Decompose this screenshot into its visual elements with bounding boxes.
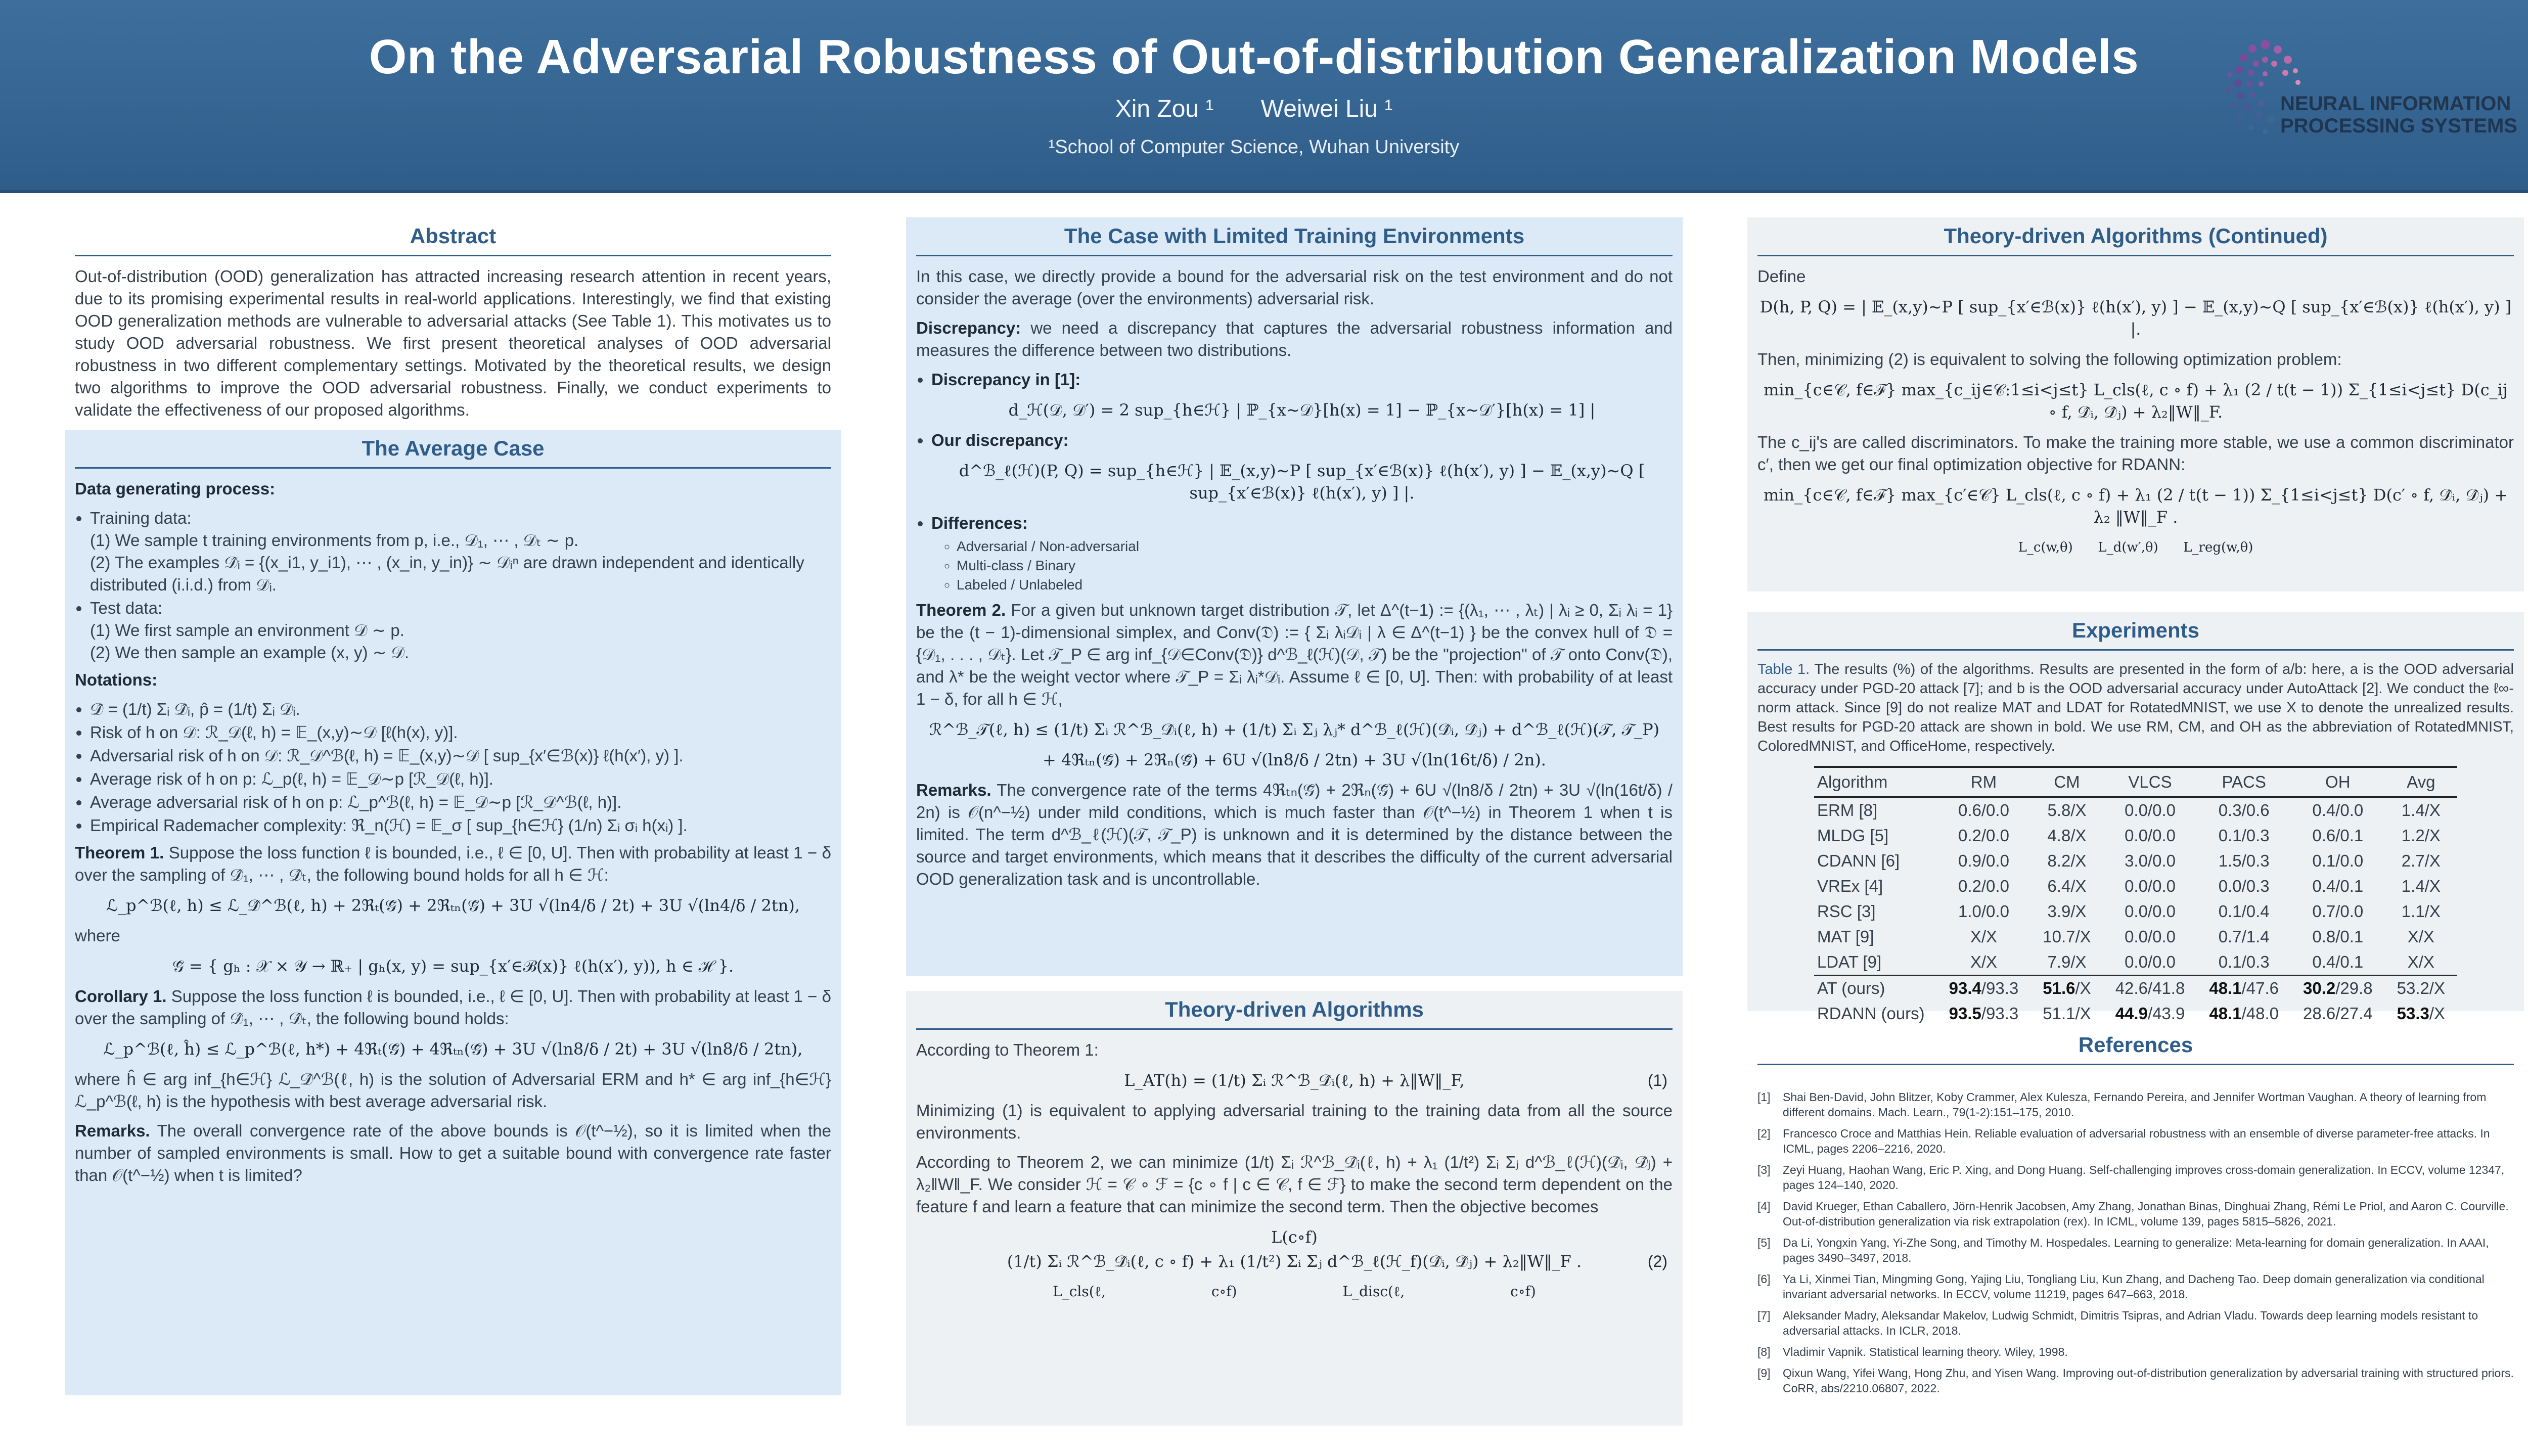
reference-item	[1757, 1344, 2514, 1359]
table-header-row	[1814, 767, 2457, 797]
list-item: • Average risk of h on p: ℒ_p(ℓ, h) = 𝔼_𝒟∼p [ℛ_𝒟(ℓ, h)].	[90, 768, 831, 790]
reference-item	[1757, 1308, 2514, 1338]
list-item: • Adversarial risk of h on 𝒟: ℛ_𝒟^ℬ(ℓ, h) = 𝔼_(x,y)∼𝒟 [ sup_{x′∈ℬ(x)} ℓ(h(x′), y) ].	[90, 745, 831, 767]
affiliation: ¹School of Computer Science, Wuhan University	[1048, 136, 1460, 158]
reference-number: [8]	[1757, 1345, 1771, 1358]
result-cell: 0.9/0.0	[1958, 851, 2009, 870]
result-cell: 0.1/0.0	[2312, 851, 2364, 870]
list-item: • Average adversarial risk of h on p: ℒ_p^ℬ(ℓ, h) = 𝔼_𝒟∼p [ℛ_𝒟^ℬ(ℓ, h)].	[90, 791, 831, 813]
list-item: • Risk of h on 𝒟: ℛ_𝒟(ℓ, h) = 𝔼_(x,y)∼𝒟 [ℓ(h(x), y)].	[90, 721, 831, 744]
list-item: • 𝒟̂ = (1/t) Σᵢ 𝒟̂ᵢ, p̂ = (1/t) Σᵢ 𝒟ᵢ.	[90, 698, 831, 720]
reference-text: Qixun Wang, Yifei Wang, Hong Zhu, and Yisen Wang. Improving out-of-distribution generalization by adversarial training with structured priors. CoRR, abs/2210.06807, 2022.	[1783, 1367, 2514, 1395]
theorem-2-equation-2: + 4ℜₜₙ(𝒢̃) + 2ℜₙ(𝒢̃) + 6U √(ln8/δ / 2tn) + 3U √(ln(16t/δ) / 2n).	[1043, 750, 1546, 769]
list-item: ◦ Adversarial / Non-adversarial	[957, 537, 1673, 556]
corollary-1-after: where ĥ ∈ arg inf_{h∈ℋ} ℒ_𝒟̂^ℬ(ℓ, h) is the solution of Adversarial ERM and h* ∈ arg inf_{h∈ℋ} ℒ_p^ℬ(ℓ, h) is the hypothesis with best average adversarial risk.	[75, 1070, 831, 1111]
result-cell: 0.1/0.3	[2218, 952, 2270, 971]
reference-item	[1757, 1366, 2514, 1396]
result-cell: 0.1/0.4	[2218, 902, 2270, 921]
table-row	[1814, 975, 2457, 1001]
result-cell: 1.2/X	[2401, 826, 2441, 845]
theorem-1: Theorem 1. Suppose the loss function ℓ is bounded, i.e., ℓ ∈ [0, U]. Then with probability at least 1 − δ over the sampling of 𝒟̂₁, ⋯ , 𝒟̂ₜ, the following bound holds for all h ∈ ℋ:	[75, 843, 832, 884]
result-cell: 0.7/0.0	[2312, 902, 2364, 921]
g-class-equation: 𝒢̃ = { gₕ : 𝒳 × 𝒴 → ℝ₊ | gₕ(x, y) = sup_{x′∈ℬ(x)} ℓ(h(x′), y)), h ∈ ℋ }.	[172, 957, 734, 976]
list-item: ◦ Multi-class / Binary	[957, 557, 1673, 575]
remarks: Remarks. The overall convergence rate of the above bounds is 𝒪(t^−½), so it is limited when the number of sampled environments is small. How to get a suitable bound with convergence rate faster than 𝒪(t^−½) when t is limited?	[75, 1121, 831, 1185]
algorithm-cell: RSC [3]	[1817, 902, 1876, 921]
section-title: The Average Case	[75, 430, 831, 469]
data-process-heading: Data generating process:	[75, 479, 276, 498]
discriminator-text: The c_ij's are called discriminators. To make the training more stable, we use a common discriminator c′, then we get our final optimization objective for RDANN:	[1757, 433, 2514, 474]
theorem-2-equation-1: ℛ^ℬ_𝒯(ℓ, h) ≤ (1/t) Σᵢ ℛ^ℬ_𝒟̂ᵢ(ℓ, h) + (1/t) Σᵢ Σⱼ λⱼ* d^ℬ_ℓ(ℋ)(𝒟̂ᵢ, 𝒟̂ⱼ) + d^ℬ_ℓ(ℋ)(𝒯, 𝒯_P)	[929, 720, 1660, 739]
result-cell: 0.0/0.3	[2218, 877, 2270, 895]
reference-number: [1]	[1757, 1090, 1771, 1104]
d-function-equation: D(h, P, Q) = | 𝔼_(x,y)∼P [ sup_{x′∈ℬ(x)} ℓ(h(x′), y) ] − 𝔼_(x,y)∼Q [ sup_{x′∈ℬ(x)} ℓ(h(x′), y) ] |.	[1759, 297, 2512, 339]
result-cell: 51.1/X	[2030, 1001, 2103, 1027]
result-cell: X/X	[1970, 927, 1998, 946]
result-cell: 48.1/48.0	[2197, 1001, 2291, 1027]
reference-number: [6]	[1757, 1272, 1771, 1286]
list-item: • Our discrepancy: d^ℬ_ℓ(ℋ)(P, Q) = sup_{h∈ℋ} | 𝔼_(x,y)∼P [ sup_{x′∈ℬ(x)} ℓ(h(x′), y) ] − 𝔼_(x,y)∼Q [ sup_{x′∈ℬ(x)} ℓ(h(x′), y) ] |.	[931, 429, 1673, 504]
references-section	[1747, 1026, 2524, 1431]
table-row	[1814, 924, 2457, 949]
result-cell: 2.7/X	[2401, 851, 2441, 870]
notations-heading: Notations:	[75, 670, 158, 689]
list-item: • Empirical Rademacher complexity: ℜ_n(ℋ) = 𝔼_σ [ sup_{h∈ℋ} (1/n) Σᵢ σᵢ h(xᵢ) ].	[90, 814, 831, 837]
table-body	[1814, 797, 2457, 1028]
table-row	[1814, 1001, 2457, 1027]
reference-item	[1757, 1235, 2514, 1265]
column-header: Avg	[2385, 767, 2457, 797]
optimization-equation: min_{c∈𝒞, f∈ℱ} max_{c_ij∈𝒞:1≤i<j≤t} L_cls(ℓ, c ∘ f) + λ₁ (2 / t(t − 1)) Σ_{1≤i<j≤t} D(c_ij ∘ f, 𝒟̂ᵢ, 𝒟̂ⱼ) + λ₂‖W‖_F.	[1764, 380, 2508, 422]
theorem-1-equation: ℒ_p^ℬ(ℓ, h) ≤ ℒ_𝒟̂^ℬ(ℓ, h) + 2ℜₜ(𝒢̃) + 2ℜₜₙ(𝒢̃) + 3U √(ln4/δ / 2t) + 3U √(ln4/δ / 2tn),	[106, 896, 800, 915]
result-cell: 4.8/X	[2047, 826, 2087, 845]
poster-title: On the Adversarial Robustness of Out-of-distribution Generalization Models	[369, 30, 2139, 84]
table-caption: Table 1. The results (%) of the algorithms. Results are presented in the form of a/b: here, a is the OOD adversarial accuracy under PGD-20 attack [7]; and b is the OOD adversarial accuracy under AutoAttack [2]. We conduct the ℓ∞-norm attack. Since [9] do not realize MAT and LDAT for RotatedMNIST, we use X to denote the unrealized results. Best results for PGD-20 attack are shown in bold. We use RM, CM, and OH as the abbreviation of RotatedMNIST, ColoredMNIST, and OfficeHome, respectively.	[1757, 661, 2514, 754]
rdann-objective-equation: min_{c∈𝒞, f∈ℱ} max_{c′∈𝒞} L_cls(ℓ, c ∘ f) + λ₁ (2 / t(t − 1)) Σ_{1≤i<j≤t} D(c′ ∘ f, 𝒟̂ᵢ, 𝒟̂ⱼ) + λ₂ ‖W‖_F .	[1763, 485, 2508, 527]
section-title: References	[1757, 1026, 2514, 1065]
result-cell: X/X	[2407, 952, 2434, 971]
reference-number: [9]	[1757, 1367, 1771, 1380]
column-header: PACS	[2197, 767, 2291, 797]
result-cell: 1.4/X	[2401, 801, 2441, 820]
section-title: Theory-driven Algorithms	[916, 991, 1673, 1030]
average-case-section	[65, 430, 841, 1395]
reference-item	[1757, 1162, 2514, 1193]
equation-2-overbrace: L(c∘f)	[1271, 1227, 1318, 1247]
discrepancy-list	[916, 369, 1673, 594]
result-cell: 48.1/47.6	[2197, 975, 2291, 1001]
result-cell: 3.9/X	[2047, 902, 2087, 921]
reference-text: Francesco Croce and Matthias Hein. Reliable evaluation of adversarial robustness with an ensemble of diverse parameter-free attacks. In ICML, pages 2206–2216, 2020.	[1783, 1127, 2490, 1155]
limited-environments-section	[906, 217, 1683, 976]
result-cell: 1.0/0.0	[1958, 902, 2009, 921]
result-cell: 1.1/X	[2401, 902, 2441, 921]
logo-text: NEURAL INFORMATION PROCESSING SYSTEMS	[2280, 93, 2517, 137]
column-header: VLCS	[2103, 767, 2197, 797]
list-item: • Test data: (1) We first sample an environment 𝒟 ∼ p. (2) We then sample an example (x, y) ∼ 𝒟.	[90, 597, 831, 664]
corollary-1-equation: ℒ_p^ℬ(ℓ, ĥ) ≤ ℒ_p^ℬ(ℓ, h*) + 4ℜₜ(𝒢̃) + 4ℜₜₙ(𝒢̃) + 3U √(ln8/δ / 2t) + 3U √(ln8/δ / 2tn),	[103, 1039, 803, 1059]
reference-number: [7]	[1757, 1309, 1771, 1322]
result-cell: 7.9/X	[2047, 952, 2087, 971]
algorithms-section	[906, 991, 1683, 1426]
reference-item	[1757, 1126, 2514, 1156]
list-item: • Differences: ◦ Adversarial / Non-adversarial ◦ Multi-class / Binary ◦ Labeled / Unlabeled	[931, 512, 1673, 594]
data-process-list	[75, 507, 831, 664]
author-list	[0, 95, 2508, 123]
section-title: Theory-driven Algorithms (Continued)	[1757, 217, 2514, 256]
result-cell: 0.0/0.0	[2125, 877, 2176, 895]
algorithm-cell: RDANN (ours)	[1814, 1001, 1937, 1027]
result-cell: 3.0/0.0	[2125, 851, 2176, 870]
table-row	[1814, 823, 2457, 848]
algorithm-cell: VREx [4]	[1817, 877, 1883, 895]
result-cell: 0.0/0.0	[2125, 801, 2176, 820]
intro-text: In this case, we directly provide a bound for the adversarial risk on the test environment and do not consider the average (over the environments) adversarial risk.	[916, 267, 1673, 308]
algorithm-cell: ERM [8]	[1817, 801, 1878, 820]
where-text: where	[75, 926, 120, 945]
algo-text-2: Minimizing (1) is equivalent to applying adversarial training to the training data from all the source environments.	[916, 1101, 1673, 1142]
result-cell: 53.3/X	[2385, 1001, 2457, 1027]
differences-list	[931, 537, 1673, 594]
theorem-2: Theorem 2. For a given but unknown target distribution 𝒯, let Δ^(t−1) := {(λ₁, ⋯ , λₜ) | λᵢ ≥ 0, Σᵢ λᵢ = 1} be the (t − 1)-dimensional simplex, and Conv(𝔇) := { Σᵢ λᵢ𝒟ᵢ | λ ∈ Δ^(t−1) } be the convex hull of 𝔇 = {𝒟₁, . . . , 𝒟ₜ}. Let 𝒯_P ∈ arg inf_{𝒟∈Conv(𝔇)} d^ℬ_ℓ(ℋ)(𝒟, 𝒯) be the "projection" of 𝒯 onto Conv(𝔇), and λ* be the weight vector where 𝒯_P = Σᵢ λᵢ*𝒟ᵢ. Assume ℓ ∈ [0, U]. Then: with probability of at least 1 − δ, for all h ∈ ℋ,	[916, 601, 1673, 708]
section-title: Experiments	[1757, 612, 2514, 651]
equation-number: (2)	[1647, 1252, 1667, 1270]
abstract-text: Out-of-distribution (OOD) generalization has attracted increasing research attention in recent years, due to its promising experimental results in real-world applications. Interestingly, we find that existing OOD generalization methods are vulnerable to adversarial attacks (See Table 1). This motivates us to study OOD adversarial robustness. We first present theoretical analyses of OOD adversarial robustness in two different complementary settings. Motivated by the theoretical results, we design two algorithms to improve the OOD adversarial robustness. Finally, we conduct experiments to validate the effectiveness of our proposed algorithms.	[75, 267, 831, 419]
equation-number: (1)	[1647, 1071, 1667, 1089]
result-cell: 0.1/0.3	[2218, 826, 2270, 845]
result-cell: 0.0/0.0	[2125, 927, 2176, 946]
reference-text: Vladimir Vapnik. Statistical learning theory. Wiley, 1998.	[1783, 1345, 2068, 1358]
list-item: ◦ Labeled / Unlabeled	[957, 576, 1673, 594]
result-cell: 0.3/0.6	[2218, 801, 2270, 820]
result-cell: 1.4/X	[2401, 877, 2441, 895]
equation-2-underbraces: L_cls(ℓ, c∘f) L_disc(ℓ, c∘f)	[1053, 1283, 1536, 1300]
experiments-section	[1747, 612, 2524, 1023]
reference-text: Da Li, Yongxin Yang, Yi-Zhe Song, and Timothy M. Hospedales. Learning to generalize: Meta-learning for domain generalization. In AAAI, pages 3490–3497, 2018.	[1783, 1236, 2489, 1264]
section-title: The Case with Limited Training Environments	[916, 217, 1673, 256]
objective-underbraces: L_c(w,θ) L_d(w′,θ) L_reg(w,θ)	[2018, 540, 2253, 555]
table-row	[1814, 899, 2457, 924]
result-cell: 6.4/X	[2047, 877, 2087, 895]
table-row	[1814, 797, 2457, 824]
section-title: Abstract	[75, 217, 831, 256]
result-cell: 0.7/1.4	[2218, 927, 2270, 946]
result-cell: 0.2/0.0	[1958, 826, 2009, 845]
abstract-section	[65, 217, 841, 420]
author-name: Xin Zou ¹	[1115, 96, 1214, 122]
our-discrepancy-equation: d^ℬ_ℓ(ℋ)(P, Q) = sup_{h∈ℋ} | 𝔼_(x,y)∼P [ sup_{x′∈ℬ(x)} ℓ(h(x′), y) ] − 𝔼_(x,y)∼Q [ sup_{x′∈ℬ(x)} ℓ(h(x′), y) ] |.	[959, 461, 1645, 503]
table-row	[1814, 848, 2457, 874]
result-cell: 0.0/0.0	[2125, 902, 2176, 921]
result-cell: 0.6/0.0	[1958, 801, 2009, 820]
result-cell: 0.4/0.1	[2312, 952, 2364, 971]
neurips-logo	[2215, 24, 2528, 161]
result-cell: 0.0/0.0	[2125, 952, 2176, 971]
remarks: Remarks. The convergence rate of the terms 4ℜₜₙ(𝒢̃) + 2ℜₙ(𝒢̃) + 6U √(ln8/δ / 2tn) + 3U √(ln(16t/δ) / 2n) is 𝒪(n^−½) under mild conditions, which is much faster than 𝒪(t^−½) in Theorem 1 when t is limited. The term d^ℬ_ℓ(ℋ)(𝒯, 𝒯_P) is unknown and it is determined by the distance between the source and target environments, which means that it describes the difficulty of the current adversarial OOD generalization task and is uncontrollable.	[916, 781, 1673, 888]
table-row	[1814, 874, 2457, 899]
column-header: CM	[2030, 767, 2103, 797]
result-cell: 93.5/93.3	[1937, 1001, 2031, 1027]
reference-item	[1757, 1199, 2514, 1229]
author-name: Weiwei Liu ¹	[1260, 96, 1393, 122]
list-item: • Training data: (1) We sample t training environments from p, i.e., 𝒟₁, ⋯ , 𝒟ₜ ∼ p. (2) The examples 𝒟̂ᵢ = {(x_i1, y_i1), ⋯ , (x_in, y_in)} ∼ 𝒟ᵢⁿ are drawn independent and identically distributed (i.i.d.) from 𝒟ᵢ.	[90, 507, 831, 596]
reference-number: [3]	[1757, 1163, 1771, 1176]
reference-item	[1757, 1089, 2514, 1120]
reference-text: Shai Ben-David, John Blitzer, Koby Crammer, Alex Kulesza, Fernando Pereira, and Jennifer Wortman Vaughan. A theory of learning from different domains. Mach. Learn., 79(1-2):151–175, 2010.	[1783, 1090, 2487, 1119]
column-header: Algorithm	[1814, 767, 1937, 797]
algo-intro: According to Theorem 1:	[916, 1040, 1099, 1059]
result-cell: 93.4/93.3	[1937, 975, 2031, 1001]
reference-text: Zeyi Huang, Haohan Wang, Eric P. Xing, and Dong Huang. Self-challenging improves cross-domain generalization. In ECCV, volume 12347, pages 124–140, 2020.	[1783, 1163, 2505, 1192]
result-cell: 0.4/0.0	[2312, 801, 2364, 820]
column-header: OH	[2291, 767, 2385, 797]
results-table	[1814, 766, 2457, 1028]
algorithm-cell: LDAT [9]	[1817, 952, 1882, 971]
result-cell: 42.6/41.8	[2103, 975, 2197, 1001]
discrepancy-ref-equation: d_ℋ(𝒟, 𝒟′) = 2 sup_{h∈ℋ} | ℙ_{x∼𝒟}[h(x) = 1] − ℙ_{x∼𝒟′}[h(x) = 1] |	[1008, 400, 1596, 420]
equation-2: (1/t) Σᵢ ℛ^ℬ_𝒟̂ᵢ(ℓ, c ∘ f) + λ₁ (1/t²) Σᵢ Σⱼ d^ℬ_ℓ(ℋ_f)(𝒟̂ᵢ, 𝒟̂ⱼ) + λ₂‖W‖_F . (2)	[916, 1250, 1673, 1272]
result-cell: X/X	[2407, 927, 2434, 946]
algorithm-cell: CDANN [6]	[1817, 851, 1900, 870]
result-cell: 0.8/0.1	[2312, 927, 2364, 946]
result-cell: 10.7/X	[2043, 927, 2091, 946]
reference-text: David Krueger, Ethan Caballero, Jörn-Henrik Jacobsen, Amy Zhang, Jonathan Binas, Dinghuai Zhang, Rémi Le Priol, and Aaron C. Courville. Out-of-distribution generalization via risk extrapolation (rex). In ICML, volume 139, pages 5815–5826, 2021.	[1783, 1200, 2509, 1228]
result-cell: 0.6/0.1	[2312, 826, 2364, 845]
list-item: • Discrepancy in [1]: d_ℋ(𝒟, 𝒟′) = 2 sup_{h∈ℋ} | ℙ_{x∼𝒟}[h(x) = 1] − ℙ_{x∼𝒟′}[h(x) = 1] |	[931, 369, 1673, 421]
discrepancy-text: Discrepancy: we need a discrepancy that captures the adversarial robustness information and measures the difference between two distributions.	[916, 318, 1673, 359]
result-cell: 1.5/0.3	[2218, 851, 2270, 870]
algorithm-cell: AT (ours)	[1814, 975, 1937, 1001]
algo-text-3: According to Theorem 2, we can minimize (1/t) Σᵢ ℛ^ℬ_𝒟̂ᵢ(ℓ, h) + λ₁ (1/t²) Σᵢ Σⱼ d^ℬ_ℓ(ℋ)(𝒟̂ᵢ, 𝒟̂ⱼ) + λ₂‖W‖_F. We consider ℋ = 𝒞 ∘ ℱ = {c ∘ f | c ∈ 𝒞, f ∈ ℱ} to make the second term dependent on the feature f and learn a feature that can minimize the second term. Then the objective becomes	[916, 1153, 1673, 1216]
equation-1: L_AT(h) = (1/t) Σᵢ ℛ^ℬ_𝒟̂ᵢ(ℓ, h) + λ‖W‖_F, (1)	[916, 1069, 1673, 1091]
then-text: Then, minimizing (2) is equivalent to solving the following optimization problem:	[1757, 350, 2342, 369]
result-cell: 8.2/X	[2047, 851, 2087, 870]
reference-item	[1757, 1271, 2514, 1302]
algorithms-continued-section	[1747, 217, 2524, 592]
result-cell: 53.2/X	[2385, 975, 2457, 1001]
reference-number: [2]	[1757, 1127, 1771, 1140]
notations-list	[75, 698, 831, 837]
result-cell: 30.2/29.8	[2291, 975, 2385, 1001]
table-row	[1814, 949, 2457, 975]
column-header: RM	[1937, 767, 2031, 797]
references-list	[1747, 1065, 2524, 1411]
reference-number: [4]	[1757, 1200, 1771, 1213]
reference-text: Ya Li, Xinmei Tian, Mingming Gong, Yajing Liu, Tongliang Liu, Kun Zhang, and Dacheng Tao. Deep domain generalization via conditional invariant adversarial networks. In ECCV, volume 11219, pages 647–663, 2018.	[1783, 1272, 2485, 1301]
result-cell: 28.6/27.4	[2291, 1001, 2385, 1027]
poster-header	[0, 0, 2528, 193]
result-cell: 51.6/X	[2030, 975, 2103, 1001]
define-text: Define	[1757, 267, 1806, 286]
algorithm-cell: MLDG [5]	[1817, 826, 1889, 845]
reference-text: Aleksander Madry, Aleksandar Makelov, Ludwig Schmidt, Dimitris Tsipras, and Adrian Vladu. Towards deep learning models resistant to adversarial attacks. In ICLR, 2018.	[1783, 1309, 2478, 1337]
result-cell: 0.0/0.0	[2125, 826, 2176, 845]
corollary-1: Corollary 1. Suppose the loss function ℓ is bounded, i.e., ℓ ∈ [0, U]. Then with probability at least 1 − δ over the sampling of 𝒟̂₁, ⋯ , 𝒟̂ₜ, the following bound holds:	[75, 987, 831, 1028]
algorithm-cell: MAT [9]	[1817, 927, 1874, 946]
result-cell: 44.9/43.9	[2103, 1001, 2197, 1027]
result-cell: 5.8/X	[2047, 801, 2087, 820]
result-cell: X/X	[1970, 952, 1998, 971]
result-cell: 0.2/0.0	[1958, 877, 2009, 895]
reference-number: [5]	[1757, 1236, 1771, 1249]
result-cell: 0.4/0.1	[2312, 877, 2364, 895]
